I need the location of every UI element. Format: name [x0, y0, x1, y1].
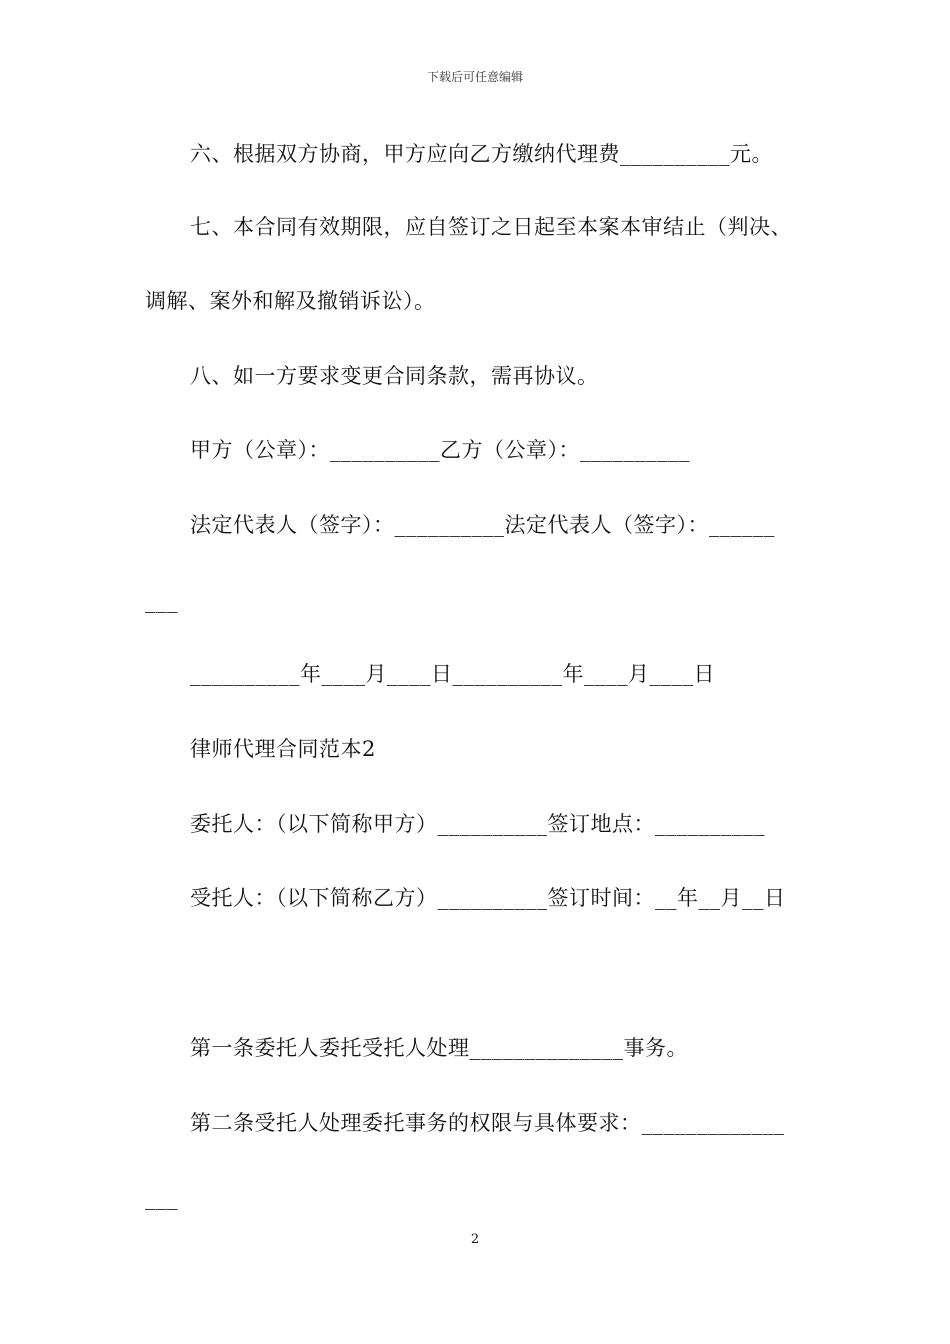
article-two: 第二条受托人处理委托事务的权限与具体要求：_____________	[190, 1111, 785, 1135]
signature-date-line: __________年____月____日__________年____月____日	[190, 662, 715, 686]
underline-continuation-1: ___	[145, 589, 178, 613]
clause-eight: 八、如一方要求变更合同条款，需再协议。	[190, 364, 599, 388]
principal-line: 委托人：（以下简称甲方）__________签订地点：__________	[190, 812, 765, 836]
party-seals-line: 甲方（公章）：__________乙方（公章）：__________	[190, 438, 690, 462]
clause-seven-line-2: 调解、案外和解及撤销诉讼）。	[145, 289, 436, 313]
article-one: 第一条委托人委托受托人处理______________事务。	[190, 1036, 688, 1060]
clause-six: 六、根据双方协商，甲方应向乙方缴纳代理费__________元。	[190, 142, 773, 166]
template-title: 律师代理合同范本2	[190, 737, 376, 761]
underline-continuation-2: ___	[145, 1186, 178, 1210]
agent-line: 受托人：（以下简称乙方）__________签订时间：__年__月__日	[190, 886, 786, 910]
page-header: 下载后可任意编辑	[426, 70, 523, 84]
legal-representative-line: 法定代表人（签字）：__________法定代表人（签字）：______	[190, 513, 775, 537]
page-number: 2	[470, 1232, 480, 1247]
clause-seven-line-1: 七、本合同有效期限，应自签订之日起至本案本审结止（判决、	[190, 215, 792, 239]
